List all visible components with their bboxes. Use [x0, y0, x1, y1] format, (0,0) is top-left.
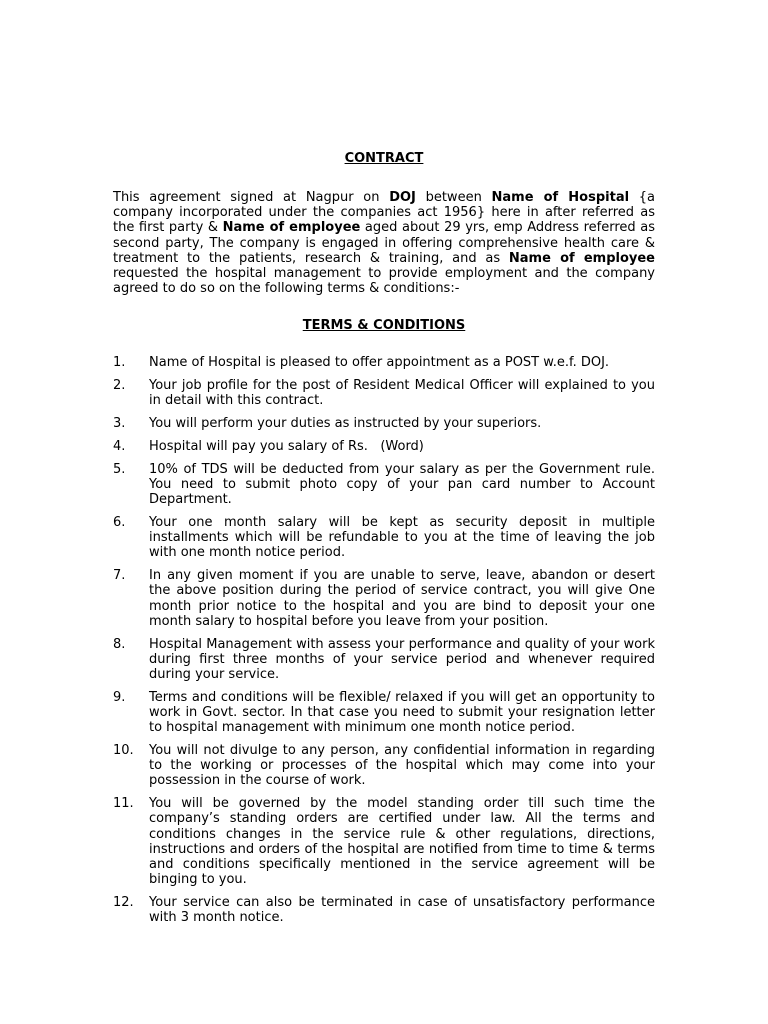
term-number: 4.: [113, 439, 126, 455]
list-item: [113, 568, 655, 629]
term-number: 1.: [113, 355, 126, 371]
employee-name-placeholder-2: Name of employee: [508, 250, 655, 266]
term-text: Your job profile for the post of Resident Medical Officer will explained to you in detail with this contract.: [149, 378, 655, 409]
term-number: 8.: [113, 636, 126, 652]
list-item: [113, 690, 655, 736]
term-number: 9.: [113, 689, 126, 705]
term-number: 12.: [113, 895, 134, 911]
term-text: You will be governed by the model standing order till such time the company’s standing orders are certified under law. All the terms and conditions changes in the service rule & other regulations, directions, instructions and orders of the hospital are notified from time to time & terms and conditions specifically mentioned in the service agreement will be binging to you.: [149, 796, 655, 888]
list-item: [113, 637, 655, 683]
term-number: 11.: [113, 796, 134, 812]
list-item: [113, 378, 655, 408]
term-text: Your one month salary will be kept as security deposit in multiple installments which will be refundable to you at the time of leaving the job with one month notice period.: [149, 515, 655, 561]
term-text: Your service can also be terminated in case of unsatisfactory performance with 3 month notice.: [149, 895, 655, 926]
term-text: Name of Hospital is pleased to offer appointment as a POST w.e.f. DOJ.: [149, 355, 610, 371]
list-item: [113, 462, 655, 508]
intro-text-1: This agreement signed at Nagpur on: [113, 190, 390, 205]
term-number: 10.: [113, 743, 134, 759]
term-number: 7.: [113, 568, 126, 584]
contract-page: [113, 150, 655, 933]
document-title: CONTRACT: [344, 151, 424, 166]
intro-text-5: requested the hospital management to provide employment and the company agreed to do so on the following terms & conditions:-: [113, 266, 655, 297]
term-number: 6.: [113, 515, 126, 531]
intro-text-3: {a company incorporated under the companies act 1956} here in after referred as the first party &: [113, 190, 655, 236]
term-text: Hospital will pay you salary of Rs. (Word): [149, 439, 424, 455]
hospital-name-placeholder: Name of Hospital: [491, 190, 630, 205]
term-text: 10% of TDS will be deducted from your salary as per the Government rule. You need to submit photo copy of your pan card number to Account Department.: [149, 461, 655, 508]
intro-text-4: aged about 29 yrs, emp Address referred as second party, The company is engaged in offering comprehensive health care & treatment to the patients, research & training, and as: [113, 220, 655, 266]
intro-paragraph: [113, 190, 655, 296]
list-item: [113, 355, 655, 370]
term-text: Terms and conditions will be flexible/ relaxed if you will get an opportunity to work in Govt. sector. In that case you need to submit your resignation letter to hospital management with minimum one month notice period.: [149, 689, 655, 736]
list-item: [113, 416, 655, 431]
employee-name-placeholder: Name of employee: [222, 220, 361, 236]
term-text: In any given moment if you are unable to serve, leave, abandon or desert the above position during the period of service contract, you will give One month prior notice to the hospital and you are bind to deposit your one month salary to hospital before you leave from your position.: [149, 568, 655, 629]
list-item: [113, 796, 655, 887]
terms-list: [113, 355, 655, 925]
term-text: Hospital Management with assess your performance and quality of your work during first three months of your service period and whenever required during your service.: [149, 636, 655, 683]
term-number: 5.: [113, 461, 126, 477]
list-item: [113, 743, 655, 789]
term-number: 2.: [113, 378, 126, 394]
list-item: [113, 895, 655, 925]
list-item: [113, 439, 655, 454]
term-number: 3.: [113, 416, 126, 432]
list-item: [113, 515, 655, 561]
term-text: You will not divulge to any person, any confidential information in regarding to the working or processes of the hospital which may come into your possession in the course of work.: [149, 743, 655, 789]
doj-placeholder: DOJ: [389, 190, 416, 205]
term-text: You will perform your duties as instructed by your superiors.: [149, 416, 542, 432]
intro-text-2: between: [415, 190, 492, 205]
terms-heading: TERMS & CONDITIONS: [302, 318, 466, 334]
